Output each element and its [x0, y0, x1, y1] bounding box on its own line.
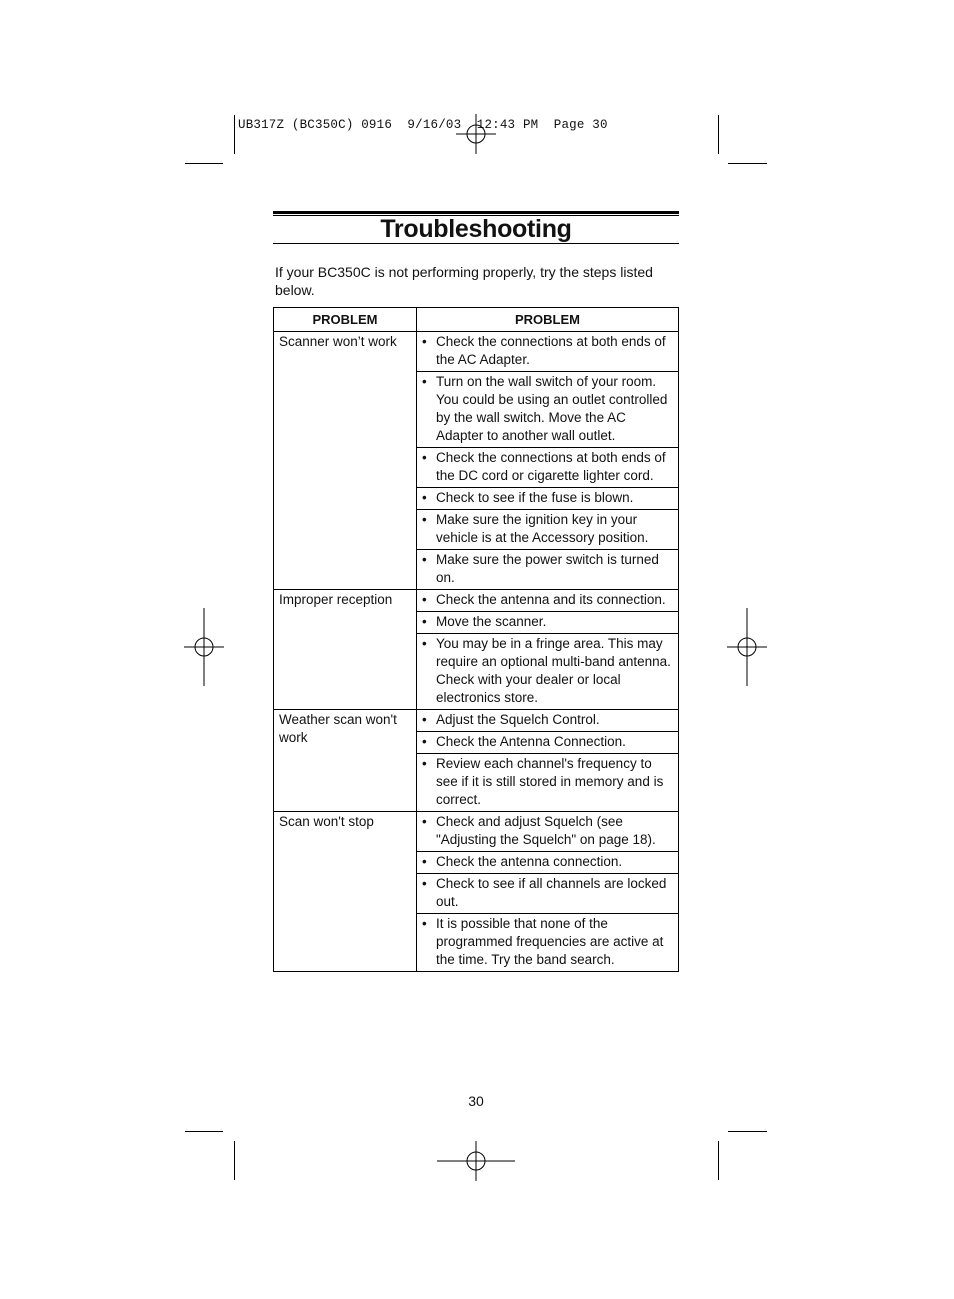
table-row — [274, 590, 679, 612]
bullet-icon: • — [422, 512, 427, 527]
solution-text: Turn on the wall switch of your room. You could be using an outlet controlled by the wall switch. Move the AC Adapter to another wall outlet. — [436, 374, 668, 443]
solution-cell — [417, 612, 679, 634]
solution-text: Adjust the Squelch Control. — [436, 712, 600, 727]
solution-cell — [417, 634, 679, 710]
bullet-icon: • — [422, 876, 427, 891]
registration-mark-icon — [184, 608, 224, 686]
solution-text: Check the connections at both ends of the DC cord or cigarette lighter cord. — [436, 450, 666, 483]
table-row — [274, 812, 679, 852]
problem-cell: Scanner won’t work — [274, 332, 417, 590]
bullet-icon: • — [422, 636, 427, 651]
solution-cell — [417, 332, 679, 372]
registration-mark-icon — [727, 608, 767, 686]
solution-cell — [417, 510, 679, 550]
intro-paragraph: If your BC350C is not performing properly, try the steps listed below. — [275, 264, 653, 298]
registration-mark-icon — [456, 114, 496, 154]
solution-text: Check and adjust Squelch (see "Adjusting the Squelch" on page 18). — [436, 814, 656, 847]
solution-cell — [417, 812, 679, 852]
solution-cell — [417, 852, 679, 874]
solution-cell — [417, 710, 679, 732]
bullet-icon: • — [422, 916, 427, 931]
page-number: 30 — [468, 1093, 484, 1109]
solution-text: Check the connections at both ends of the AC Adapter. — [436, 334, 666, 367]
registration-mark-icon — [437, 1141, 515, 1181]
crop-mark — [234, 1141, 235, 1180]
solution-cell — [417, 488, 679, 510]
title-rule-bottom — [273, 243, 679, 244]
solution-text: Check to see if the fuse is blown. — [436, 490, 634, 505]
solution-text: Move the scanner. — [436, 614, 547, 629]
troubleshooting-table — [273, 307, 679, 972]
solution-cell — [417, 448, 679, 488]
bullet-icon: • — [422, 592, 427, 607]
solution-cell — [417, 590, 679, 612]
column-header: PROBLEM — [274, 308, 417, 332]
solution-text: Make sure the ignition key in your vehicle is at the Accessory position. — [436, 512, 649, 545]
solution-text: Check the antenna connection. — [436, 854, 623, 869]
bullet-icon: • — [422, 734, 427, 749]
page-title: Troubleshooting — [380, 215, 572, 243]
bullet-icon: • — [422, 334, 427, 349]
crop-mark — [185, 163, 223, 164]
bullet-icon: • — [422, 552, 427, 567]
crop-mark — [185, 1131, 223, 1132]
solution-text: Make sure the power switch is turned on. — [436, 552, 659, 585]
solution-text: It is possible that none of the programmed frequencies are active at the time. Try the band search. — [436, 916, 664, 967]
crop-mark — [234, 115, 235, 154]
solution-cell — [417, 550, 679, 590]
solution-cell — [417, 732, 679, 754]
bullet-icon: • — [422, 490, 427, 505]
printer-slug: UB317Z (BC350C) 0916 9/16/03 12:43 PM Page 30 — [238, 118, 608, 132]
bullet-icon: • — [422, 814, 427, 829]
crop-mark — [728, 163, 767, 164]
bullet-icon: • — [422, 450, 427, 465]
bullet-icon: • — [422, 854, 427, 869]
solution-text: Review each channel's frequency to see if it is still stored in memory and is correct. — [436, 756, 664, 807]
bullet-icon: • — [422, 614, 427, 629]
solution-text: Check the antenna and its connection. — [436, 592, 666, 607]
bullet-icon: • — [422, 712, 427, 727]
crop-mark — [718, 115, 719, 154]
column-header: PROBLEM — [417, 308, 679, 332]
table-row — [274, 710, 679, 732]
solution-cell — [417, 914, 679, 972]
solution-text: Check the Antenna Connection. — [436, 734, 626, 749]
table-header-row — [274, 308, 679, 332]
problem-cell: Weather scan won't work — [274, 710, 417, 812]
bullet-icon: • — [422, 756, 427, 771]
solution-text: You may be in a fringe area. This may require an optional multi-band antenna. Check with your dealer or local electronics store. — [436, 636, 671, 705]
table-row — [274, 332, 679, 372]
problem-cell: Improper reception — [274, 590, 417, 710]
crop-mark — [718, 1141, 719, 1180]
solution-cell — [417, 874, 679, 914]
bullet-icon: • — [422, 374, 427, 389]
solution-text: Check to see if all channels are locked out. — [436, 876, 667, 909]
solution-cell — [417, 754, 679, 812]
problem-cell: Scan won't stop — [274, 812, 417, 972]
solution-cell — [417, 372, 679, 448]
crop-mark — [728, 1131, 767, 1132]
